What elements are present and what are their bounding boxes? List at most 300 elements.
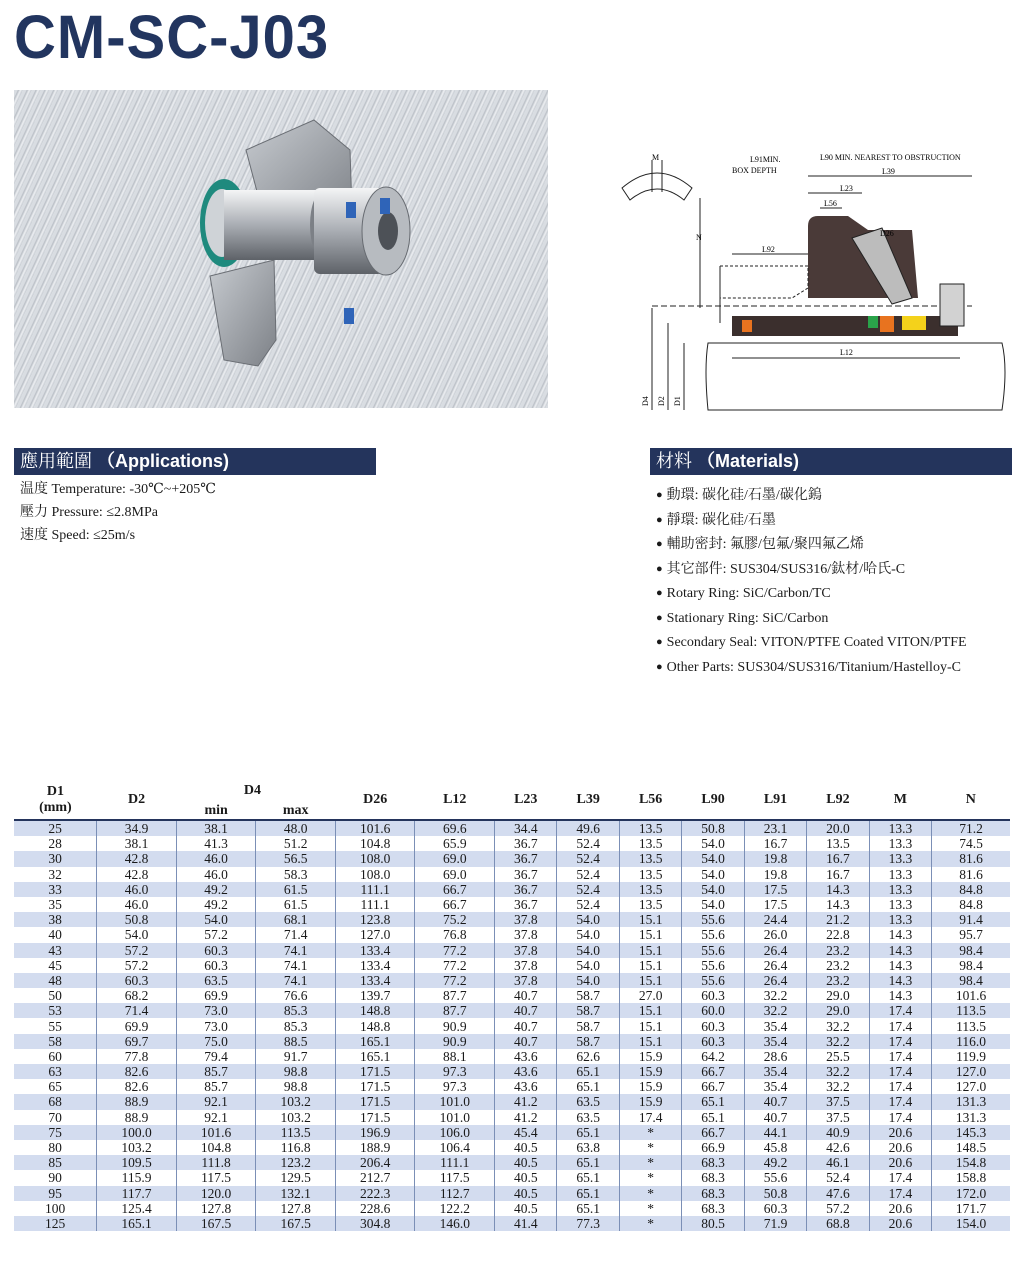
table-cell: 148.5 — [932, 1140, 1010, 1155]
header-d4-min: min — [176, 781, 256, 820]
table-cell: 66.7 — [415, 882, 495, 897]
table-cell: 20.6 — [869, 1125, 931, 1140]
table-cell: 95 — [14, 1186, 97, 1201]
table-row — [14, 1094, 1010, 1109]
table-cell: 92.1 — [176, 1094, 256, 1109]
table-cell: 113.5 — [932, 1018, 1010, 1033]
table-cell: 13.5 — [807, 836, 869, 851]
page-title: CM-SC-J03 — [14, 3, 330, 72]
table-cell: 92.1 — [176, 1110, 256, 1125]
table-cell: 17.4 — [869, 1003, 931, 1018]
table-cell: 52.4 — [557, 882, 619, 897]
table-cell: 70 — [14, 1110, 97, 1125]
label-d4: D4 — [641, 396, 650, 406]
table-cell: 14.3 — [869, 973, 931, 988]
table-cell: 54.0 — [557, 912, 619, 927]
table-cell: 108.0 — [335, 867, 415, 882]
table-cell: 91.4 — [932, 912, 1010, 927]
table-cell: 17.4 — [869, 1064, 931, 1079]
table-cell: 106.0 — [415, 1125, 495, 1140]
table-cell: 30 — [14, 851, 97, 866]
table-cell: 35.4 — [744, 1064, 806, 1079]
table-cell: 228.6 — [335, 1201, 415, 1216]
table-cell: 52.4 — [807, 1170, 869, 1185]
table-cell: 32 — [14, 867, 97, 882]
table-cell: 55.6 — [682, 943, 744, 958]
table-cell: 46.0 — [97, 882, 177, 897]
table-cell: 13.3 — [869, 820, 931, 836]
label-box-depth: BOX DEPTH — [732, 166, 777, 175]
table-cell: 212.7 — [335, 1170, 415, 1185]
label-n: N — [696, 233, 702, 242]
table-cell: 58.7 — [557, 1034, 619, 1049]
table-cell: 66.7 — [682, 1125, 744, 1140]
label-d2: D2 — [657, 396, 666, 406]
table-cell: 165.1 — [335, 1049, 415, 1064]
table-cell: 54.0 — [176, 912, 256, 927]
table-cell: 139.7 — [335, 988, 415, 1003]
table-cell: 40.5 — [495, 1201, 557, 1216]
table-cell: 106.4 — [415, 1140, 495, 1155]
table-cell: 133.4 — [335, 943, 415, 958]
header-l92: L92 — [807, 781, 869, 820]
table-row — [14, 1216, 1010, 1231]
table-cell: 69.9 — [176, 988, 256, 1003]
table-cell: 133.4 — [335, 973, 415, 988]
table-cell: 50.8 — [97, 912, 177, 927]
table-cell: 63.5 — [557, 1110, 619, 1125]
table-cell: 132.1 — [256, 1186, 336, 1201]
material-item: ● 其它部件: SUS304/SUS316/鈦材/哈氏-C — [656, 558, 967, 583]
table-cell: 14.3 — [869, 958, 931, 973]
table-cell: 50.8 — [744, 1186, 806, 1201]
table-cell: 13.3 — [869, 912, 931, 927]
applications-heading-cn: 應用範圍 — [20, 451, 92, 471]
table-cell: 65.1 — [557, 1155, 619, 1170]
table-cell: 171.5 — [335, 1094, 415, 1109]
table-cell: 32.2 — [807, 1034, 869, 1049]
table-cell: 97.3 — [415, 1079, 495, 1094]
table-cell: 13.3 — [869, 851, 931, 866]
table-cell: 37.8 — [495, 912, 557, 927]
table-cell: 54.0 — [557, 943, 619, 958]
table-row — [14, 912, 1010, 927]
table-cell: 222.3 — [335, 1186, 415, 1201]
label-l12: L12 — [840, 348, 853, 357]
table-cell: 15.9 — [619, 1064, 681, 1079]
table-row — [14, 1079, 1010, 1094]
table-cell: 38 — [14, 912, 97, 927]
table-cell: 26.4 — [744, 973, 806, 988]
table-cell: 17.4 — [869, 1186, 931, 1201]
header-n: N — [932, 781, 1010, 820]
table-cell: 23.2 — [807, 973, 869, 988]
table-cell: 77.3 — [557, 1216, 619, 1231]
table-row — [14, 1125, 1010, 1140]
table-cell: 36.7 — [495, 851, 557, 866]
table-cell: 88.1 — [415, 1049, 495, 1064]
table-cell: 73.0 — [176, 1003, 256, 1018]
table-cell: 90.9 — [415, 1018, 495, 1033]
header-d4: D4 — [243, 783, 262, 798]
table-cell: 40.5 — [495, 1186, 557, 1201]
table-cell: 25.5 — [807, 1049, 869, 1064]
table-row — [14, 1186, 1010, 1201]
table-cell: 65.1 — [557, 1186, 619, 1201]
table-cell: 16.7 — [744, 836, 806, 851]
table-cell: 73.0 — [176, 1018, 256, 1033]
table-cell: 127.8 — [176, 1201, 256, 1216]
label-l90: L90 MIN. NEAREST TO OBSTRUCTION — [820, 153, 961, 162]
table-cell: 40.5 — [495, 1155, 557, 1170]
table-cell: 37.8 — [495, 943, 557, 958]
table-cell: 80 — [14, 1140, 97, 1155]
dimension-table — [14, 781, 1010, 1231]
table-cell: 88.9 — [97, 1094, 177, 1109]
table-cell: 57.2 — [97, 943, 177, 958]
table-cell: 68.2 — [97, 988, 177, 1003]
header-d2: D2 — [97, 781, 177, 820]
label-l92: L92 — [762, 245, 775, 254]
table-cell: 58.3 — [256, 867, 336, 882]
table-row — [14, 973, 1010, 988]
dimension-diagram — [612, 148, 1012, 416]
table-cell: 125 — [14, 1216, 97, 1231]
table-cell: 60.3 — [97, 973, 177, 988]
table-cell: 167.5 — [176, 1216, 256, 1231]
table-cell: 17.4 — [869, 1034, 931, 1049]
table-cell: 103.2 — [256, 1094, 336, 1109]
table-cell: 13.5 — [619, 867, 681, 882]
table-cell: 36.7 — [495, 897, 557, 912]
table-cell: 40.5 — [495, 1140, 557, 1155]
table-cell: 17.4 — [869, 1170, 931, 1185]
table-cell: 14.3 — [807, 897, 869, 912]
table-cell: 17.4 — [869, 1094, 931, 1109]
table-cell: 90.9 — [415, 1034, 495, 1049]
table-cell: 101.0 — [415, 1110, 495, 1125]
table-cell: 45 — [14, 958, 97, 973]
label-l56: L56 — [824, 199, 837, 208]
table-cell: 26.4 — [744, 958, 806, 973]
table-cell: 116.8 — [256, 1140, 336, 1155]
table-cell: 29.0 — [807, 1003, 869, 1018]
table-cell: 101.0 — [415, 1094, 495, 1109]
header-d4-max: D4 max — [256, 781, 336, 820]
table-cell: 76.6 — [256, 988, 336, 1003]
table-cell: 61.5 — [256, 897, 336, 912]
table-cell: 55.6 — [682, 973, 744, 988]
table-cell: 68.3 — [682, 1186, 744, 1201]
table-row — [14, 836, 1010, 851]
label-d1: D1 — [673, 396, 682, 406]
table-cell: 58.7 — [557, 1003, 619, 1018]
table-cell: 27.0 — [619, 988, 681, 1003]
table-cell: 171.5 — [335, 1079, 415, 1094]
table-cell: 24.4 — [744, 912, 806, 927]
table-cell: 40.5 — [495, 1170, 557, 1185]
table-cell: 60.3 — [682, 1034, 744, 1049]
table-cell: 167.5 — [256, 1216, 336, 1231]
table-cell: 55.6 — [682, 912, 744, 927]
table-cell: * — [619, 1170, 681, 1185]
table-cell: 63.8 — [557, 1140, 619, 1155]
table-cell: 52.4 — [557, 851, 619, 866]
table-cell: 58 — [14, 1034, 97, 1049]
table-cell: 23.1 — [744, 820, 806, 836]
table-cell: 28.6 — [744, 1049, 806, 1064]
table-cell: 35.4 — [744, 1018, 806, 1033]
table-cell: 42.8 — [97, 867, 177, 882]
table-cell: 35 — [14, 897, 97, 912]
table-cell: 43.6 — [495, 1049, 557, 1064]
table-cell: 32.2 — [807, 1064, 869, 1079]
table-cell: 32.2 — [744, 988, 806, 1003]
table-cell: 40.7 — [495, 1003, 557, 1018]
table-cell: 65.1 — [557, 1125, 619, 1140]
table-cell: 69.0 — [415, 867, 495, 882]
header-l90: L90 — [682, 781, 744, 820]
table-cell: 63 — [14, 1064, 97, 1079]
table-cell: 15.1 — [619, 943, 681, 958]
table-cell: 165.1 — [335, 1034, 415, 1049]
table-row — [14, 1018, 1010, 1033]
header-l23: L23 — [495, 781, 557, 820]
table-cell: 13.3 — [869, 836, 931, 851]
header-l12: L12 — [415, 781, 495, 820]
table-cell: 28 — [14, 836, 97, 851]
table-cell: 58.7 — [557, 1018, 619, 1033]
table-cell: 41.2 — [495, 1094, 557, 1109]
table-row — [14, 988, 1010, 1003]
table-cell: 71.4 — [97, 1003, 177, 1018]
table-cell: 55.6 — [682, 927, 744, 942]
table-cell: 36.7 — [495, 867, 557, 882]
table-cell: 119.9 — [932, 1049, 1010, 1064]
material-item: ● Secondary Seal: VITON/PTFE Coated VITON/PTFE — [656, 631, 967, 656]
table-cell: 54.0 — [557, 973, 619, 988]
table-cell: 15.1 — [619, 1003, 681, 1018]
table-cell: 26.0 — [744, 927, 806, 942]
materials-heading-en: （Materials) — [697, 451, 800, 471]
table-cell: 122.2 — [415, 1201, 495, 1216]
table-row — [14, 820, 1010, 836]
table-cell: 66.7 — [415, 897, 495, 912]
header-l91: L91 — [744, 781, 806, 820]
table-cell: 41.3 — [176, 836, 256, 851]
table-cell: 85.7 — [176, 1079, 256, 1094]
table-cell: 196.9 — [335, 1125, 415, 1140]
table-cell: 16.7 — [807, 867, 869, 882]
table-cell: 13.5 — [619, 851, 681, 866]
table-cell: 26.4 — [744, 943, 806, 958]
table-cell: 40.7 — [744, 1110, 806, 1125]
table-cell: 68.3 — [682, 1155, 744, 1170]
table-cell: 49.2 — [176, 897, 256, 912]
table-cell: 41.2 — [495, 1110, 557, 1125]
table-cell: 65.1 — [557, 1170, 619, 1185]
table-cell: 113.5 — [932, 1003, 1010, 1018]
table-cell: 54.0 — [682, 851, 744, 866]
table-cell: 71.4 — [256, 927, 336, 942]
table-cell: 57.2 — [97, 958, 177, 973]
header-d1: D1 (mm) — [14, 781, 97, 820]
table-cell: 15.1 — [619, 912, 681, 927]
header-m: M — [869, 781, 931, 820]
table-cell: 17.4 — [869, 1049, 931, 1064]
table-cell: 52.4 — [557, 867, 619, 882]
table-cell: 85 — [14, 1155, 97, 1170]
table-cell: 165.1 — [97, 1216, 177, 1231]
table-cell: 68.1 — [256, 912, 336, 927]
table-cell: 54.0 — [97, 927, 177, 942]
table-cell: 45.8 — [744, 1140, 806, 1155]
table-cell: 20.0 — [807, 820, 869, 836]
table-cell: 60.0 — [682, 1003, 744, 1018]
table-cell: 171.5 — [335, 1064, 415, 1079]
table-cell: 103.2 — [256, 1110, 336, 1125]
table-cell: 127.0 — [932, 1079, 1010, 1094]
header-d26: D26 — [335, 781, 415, 820]
label-l23: L23 — [840, 184, 853, 193]
table-cell: 101.6 — [335, 820, 415, 836]
table-cell: 66.7 — [682, 1079, 744, 1094]
table-row — [14, 1170, 1010, 1185]
table-cell: 65.1 — [557, 1201, 619, 1216]
table-cell: 13.5 — [619, 882, 681, 897]
table-cell: 115.9 — [97, 1170, 177, 1185]
table-cell: 71.2 — [932, 820, 1010, 836]
table-cell: 123.8 — [335, 912, 415, 927]
table-cell: 43 — [14, 943, 97, 958]
table-cell: 60.3 — [744, 1201, 806, 1216]
table-cell: 37.8 — [495, 927, 557, 942]
table-cell: 68 — [14, 1094, 97, 1109]
table-header-row — [14, 781, 1010, 820]
table-cell: 15.1 — [619, 958, 681, 973]
table-cell: 68.3 — [682, 1170, 744, 1185]
header-l56: L56 — [619, 781, 681, 820]
table-cell: 131.3 — [932, 1110, 1010, 1125]
material-item: ● Stationary Ring: SiC/Carbon — [656, 607, 967, 632]
applications-list — [20, 478, 216, 547]
table-cell: 42.6 — [807, 1140, 869, 1155]
table-cell: 13.5 — [619, 836, 681, 851]
table-cell: 49.2 — [176, 882, 256, 897]
table-cell: 54.0 — [557, 958, 619, 973]
table-cell: 129.5 — [256, 1170, 336, 1185]
table-cell: 46.0 — [97, 897, 177, 912]
table-cell: * — [619, 1216, 681, 1231]
table-cell: 37.5 — [807, 1094, 869, 1109]
table-cell: 17.4 — [869, 1018, 931, 1033]
table-row — [14, 882, 1010, 897]
table-cell: 13.3 — [869, 882, 931, 897]
table-cell: 17.5 — [744, 897, 806, 912]
header-l39: L39 — [557, 781, 619, 820]
label-d26: D26 — [880, 229, 894, 238]
table-row — [14, 958, 1010, 973]
table-cell: 17.4 — [869, 1079, 931, 1094]
table-cell: 57.2 — [176, 927, 256, 942]
table-cell: 63.5 — [557, 1094, 619, 1109]
table-cell: 50.8 — [682, 820, 744, 836]
table-cell: 117.5 — [176, 1170, 256, 1185]
table-cell: 15.9 — [619, 1094, 681, 1109]
table-cell: 23.2 — [807, 943, 869, 958]
table-cell: 41.4 — [495, 1216, 557, 1231]
table-row — [14, 897, 1010, 912]
table-row — [14, 1201, 1010, 1216]
table-cell: 55.6 — [744, 1170, 806, 1185]
table-cell: 20.6 — [869, 1216, 931, 1231]
table-cell: 127.8 — [256, 1201, 336, 1216]
table-cell: 66.9 — [682, 1140, 744, 1155]
table-cell: 22.8 — [807, 927, 869, 942]
table-cell: 40.7 — [495, 988, 557, 1003]
seal-illustration — [14, 90, 548, 408]
table-row — [14, 1003, 1010, 1018]
table-cell: 33 — [14, 882, 97, 897]
table-cell: 66.7 — [682, 1064, 744, 1079]
table-cell: 17.4 — [869, 1110, 931, 1125]
table-cell: 37.5 — [807, 1110, 869, 1125]
table-row — [14, 867, 1010, 882]
table-cell: 88.5 — [256, 1034, 336, 1049]
table-cell: 35.4 — [744, 1034, 806, 1049]
table-cell: 17.5 — [744, 882, 806, 897]
table-cell: 25 — [14, 820, 97, 836]
material-item: ● Rotary Ring: SiC/Carbon/TC — [656, 582, 967, 607]
table-cell: 90 — [14, 1170, 97, 1185]
table-row — [14, 1064, 1010, 1079]
table-cell: 98.4 — [932, 973, 1010, 988]
table-cell: 55.6 — [682, 958, 744, 973]
table-cell: 65.1 — [557, 1064, 619, 1079]
table-cell: 15.9 — [619, 1049, 681, 1064]
table-cell: 52.4 — [557, 897, 619, 912]
table-cell: 60.3 — [176, 943, 256, 958]
table-cell: 15.9 — [619, 1079, 681, 1094]
table-cell: 54.0 — [682, 836, 744, 851]
table-cell: 14.3 — [869, 943, 931, 958]
table-cell: 146.0 — [415, 1216, 495, 1231]
table-cell: 69.0 — [415, 851, 495, 866]
table-cell: 125.4 — [97, 1201, 177, 1216]
table-cell: 51.2 — [256, 836, 336, 851]
table-cell: 20.6 — [869, 1155, 931, 1170]
table-cell: 65.1 — [682, 1094, 744, 1109]
table-cell: 32.2 — [807, 1018, 869, 1033]
table-cell: 16.7 — [807, 851, 869, 866]
table-row — [14, 1140, 1010, 1155]
product-photo — [14, 90, 548, 408]
table-row — [14, 927, 1010, 942]
table-cell: 77.2 — [415, 943, 495, 958]
table-cell: 154.8 — [932, 1155, 1010, 1170]
table-cell: 71.9 — [744, 1216, 806, 1231]
table-cell: 76.8 — [415, 927, 495, 942]
table-cell: * — [619, 1140, 681, 1155]
table-cell: 36.7 — [495, 882, 557, 897]
label-m: M — [652, 153, 660, 162]
table-cell: 69.7 — [97, 1034, 177, 1049]
table-cell: 62.6 — [557, 1049, 619, 1064]
table-cell: 49.2 — [744, 1155, 806, 1170]
table-cell: 29.0 — [807, 988, 869, 1003]
table-cell: 40.9 — [807, 1125, 869, 1140]
table-cell: 111.8 — [176, 1155, 256, 1170]
